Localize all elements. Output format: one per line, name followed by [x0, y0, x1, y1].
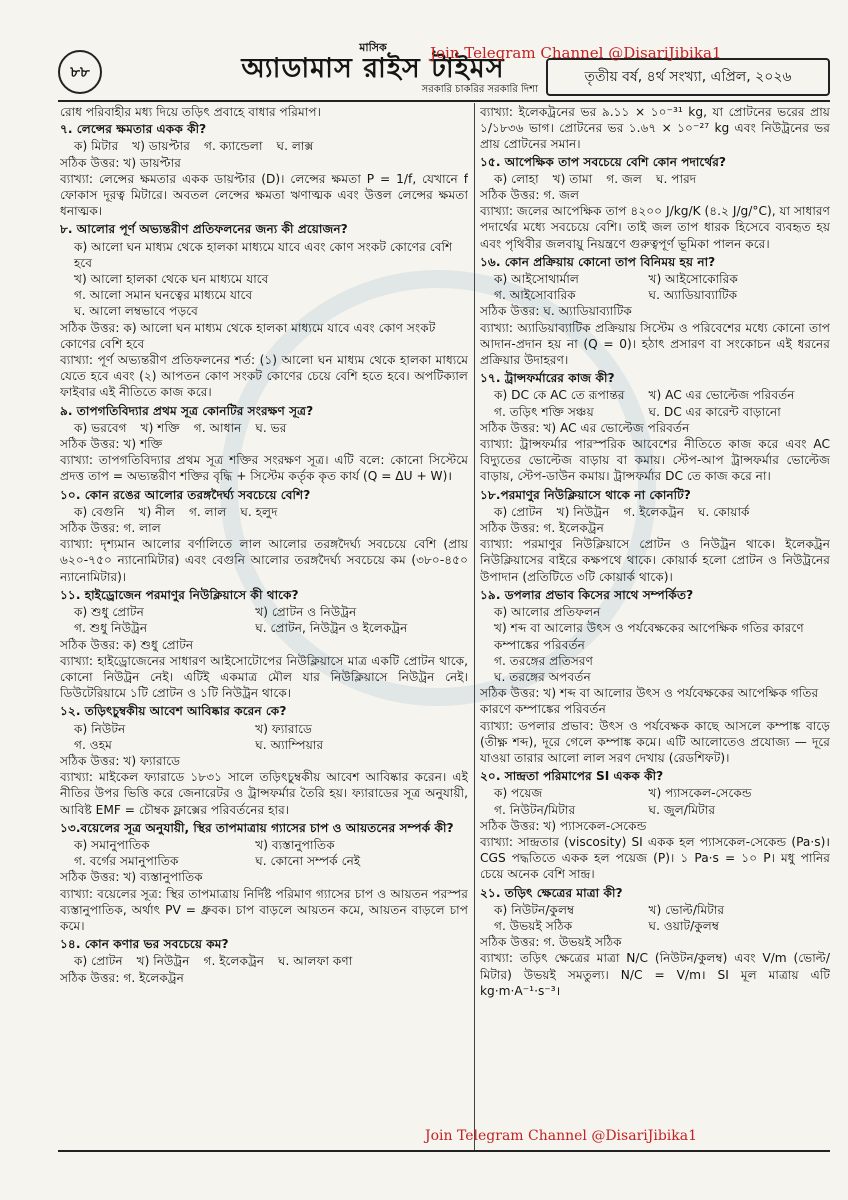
magazine-tagline: সরকারি চাকরির সরকারি দিশা	[421, 84, 538, 95]
answer-text: সঠিক উত্তর: গ. ইলেকট্রন	[480, 521, 604, 536]
option-item: ক) পয়েজ	[494, 786, 543, 801]
option-item: খ) প্রোটন ও নিউট্রন	[255, 605, 357, 620]
question-block	[480, 768, 830, 882]
option-item: খ) AC এর ভোল্টেজ পরিবর্তন	[648, 388, 795, 403]
option-item: ঘ. ভর	[255, 420, 287, 435]
option-item: গ. তড়িৎ শক্তি সঞ্চয়	[494, 404, 594, 419]
option-item: খ) আইসোকোরিক	[648, 272, 738, 287]
right-column	[480, 104, 830, 1148]
question-block	[60, 820, 468, 934]
right-continuation-text: ব্যাখ্যা: ইলেকট্রনের ভর ৯.১১ × ১০⁻³¹ kg, যা প্রোটনের ভরের প্রায় ১/১৮৩৬ ভাগ। প্রোটনের ভর ১.৬৭ × ১০⁻²⁷ kg এবং নিউট্রনের ভর প্রায় প্রোটনের সমান।	[480, 105, 830, 152]
option-item: ঘ. জুল/মিটার	[648, 802, 716, 817]
option-item: ক) DC কে AC তে রূপান্তর	[494, 388, 625, 403]
option-item: ক) শুধু প্রোটন	[74, 605, 144, 620]
question-text: ৭. লেন্সের ক্ষমতার একক কী?	[60, 122, 207, 137]
answer-text: সঠিক উত্তর: খ) প্যাসকেল-সেকেন্ড	[480, 818, 647, 833]
option-item: খ) তামা	[552, 171, 593, 186]
question-text: ২১. তড়িৎ ক্ষেত্রের মাত্রা কী?	[480, 885, 623, 900]
option-item: ঘ. তরঙ্গের অপবর্তন	[494, 669, 591, 684]
question-block	[60, 936, 468, 986]
option-item: গ. উভয়ই সঠিক	[494, 918, 573, 933]
question-block	[60, 403, 468, 485]
option-item: গ. জল	[606, 171, 643, 186]
option-item: খ) ভোল্ট/মিটার	[648, 902, 725, 917]
option-item: ক) সমানুপাতিক	[74, 837, 150, 852]
question-text: ১৭. ট্রান্সফর্মারের কাজ কী?	[480, 371, 615, 386]
header-rule	[58, 100, 830, 102]
option-item: ক) মিটার	[74, 139, 119, 154]
option-item: ঘ. পারদ	[656, 171, 697, 186]
question-text: ১৪. কোন কণার ভর সবচেয়ে কম?	[60, 937, 229, 952]
question-text: ১৩.বয়েলের সূত্র অনুযায়ী, স্থির তাপমাত্রায় গ্যাসের চাপ ও আয়তনের সম্পর্ক কী?	[60, 820, 454, 835]
answer-text: সঠিক উত্তর: খ) ব্যস্তানুপাতিক	[60, 870, 203, 885]
question-text: ১৫. আপেক্ষিক তাপ সবচেয়ে বেশি কোন পদার্থের?	[480, 154, 726, 169]
options-list	[480, 504, 830, 520]
question-text: ১৮.পরমাণুর নিউক্লিয়াসে থাকে না কোনটি?	[480, 487, 691, 502]
answer-text: সঠিক উত্তর: গ. জল	[480, 188, 580, 203]
options-list	[60, 239, 468, 320]
explanation-text: ব্যাখ্যা: দৃশ্যমান আলোর বর্ণালিতে লাল আলোর তরঙ্গদৈর্ঘ্য সবচেয়ে বেশি (প্রায় ৬২০-৭৫০ ন্যানোমিটার) এবং বেগুনি আলোর তরঙ্গদৈর্ঘ্য সবচেয়ে কম (৩৮০-৪৫০ ন্যানোমিটার)।	[60, 537, 468, 584]
option-item: গ. নিউটন/মিটার	[494, 802, 576, 817]
option-item: ঘ. লাক্স	[276, 139, 314, 154]
question-text: ১১. হাইড্রোজেন পরমাণুর নিউক্লিয়াসে কী থাকে?	[60, 587, 299, 602]
option-item: ঘ. অ্যাম্পিয়ার	[255, 737, 324, 752]
option-item: ক) আলো ঘন মাধ্যম থেকে হালকা মাধ্যমে যাবে এবং কোণ সংকট কোণের বেশি হবে	[74, 239, 453, 270]
question-block	[480, 587, 830, 766]
explanation-text: ব্যাখ্যা: বয়েলের সূত্র: স্থির তাপমাত্রায় নির্দিষ্ট পরিমাণ গ্যাসের চাপ ও আয়তন পরস্পর ব্যস্তানুপাতিক, অর্থাৎ PV = ধ্রুবক। চাপ বাড়লে আয়তন কমে, আয়তন বাড়লে চাপ কমে।	[60, 886, 468, 933]
option-item: গ. বর্গের সমানুপাতিক	[74, 854, 179, 869]
explanation-text: ব্যাখ্যা: হাইড্রোজেনের সাধারণ আইসোটোপের নিউক্লিয়াসে মাত্র একটি প্রোটন থাকে, কোনো নিউট্রন নেই। এটিই একমাত্র মৌল যার নিউক্লিয়াসে নিউট্রন নেই। ডিউটেরিয়ামে ১টি প্রোটন ও ১টি নিউট্রন থাকে।	[60, 653, 468, 701]
left-question-list	[60, 121, 468, 986]
answer-text: সঠিক উত্তর: ক) আলো ঘন মাধ্যম থেকে হালকা মাধ্যমে যাবে এবং কোণ সংকট কোণের বেশি হবে	[60, 320, 436, 351]
question-block	[480, 370, 830, 484]
explanation-text: ব্যাখ্যা: জলের আপেক্ষিক তাপ ৪২০০ J/kg/K (৪.২ J/g/°C), যা সাধারণ পদার্থের মধ্যে সবচেয়ে বেশি। তাই জল তাপ ধারক হিসেবে ব্যবহৃত হয় এবং পৃথিবীর জলবায়ু নিয়ন্ত্রণে গুরুত্বপূর্ণ ভূমিকা পালন করে।	[480, 204, 830, 251]
option-item: ক) বেগুনি	[74, 504, 125, 519]
question-block	[60, 703, 468, 817]
explanation-text: ব্যাখ্যা: ডপলার প্রভাব: উৎস ও পর্যবেক্ষক কাছে আসলে কম্পাঙ্ক বাড়ে (তীক্ষ্ণ শব্দ), দূরে গেলে কম্পাঙ্ক কমে। এটি আলোতেও প্রযোজ্য — দূরে যাওয়া তারার আলো লাল সরণ দেখায় (রেডশিফট)।	[480, 718, 830, 765]
option-item: ক) ভরবেগ	[74, 420, 127, 435]
question-text: ১৬. কোন প্রক্রিয়ায় কোনো তাপ বিনিময় হয় না?	[480, 254, 716, 269]
option-item: ঘ. DC এর কারেন্ট বাড়ানো	[648, 404, 781, 419]
option-item: গ. ইলেকট্রন	[623, 504, 684, 519]
question-block	[60, 587, 468, 701]
magazine-title: অ্যাডামাস রাইস টাইমস	[241, 53, 505, 84]
option-item: খ) নিউট্রন	[136, 954, 190, 969]
options-list	[480, 387, 830, 419]
question-block	[60, 487, 468, 585]
question-text: ২০. সান্দ্রতা পরিমাপের SI একক কী?	[480, 769, 664, 784]
options-list	[60, 953, 468, 969]
option-item: ঘ. অ্যাডিয়াব্যাটিক	[648, 288, 738, 303]
left-column	[60, 104, 468, 1148]
option-item: গ. শুধু নিউট্রন	[74, 621, 148, 636]
option-item: ক) নিউটন	[74, 721, 126, 736]
options-list	[60, 721, 468, 753]
answer-text: সঠিক উত্তর: ক) শুধু প্রোটন	[60, 637, 194, 652]
question-block	[60, 221, 468, 400]
telegram-link-top[interactable]: Join Telegram Channel @DisariJibika1	[430, 44, 722, 62]
question-text: ১৯. ডপলার প্রভাব কিসের সাথে সম্পর্কিত?	[480, 587, 694, 602]
options-list	[60, 420, 468, 436]
explanation-text: ব্যাখ্যা: সান্দ্রতার (viscosity) SI একক হল প্যাসকেল-সেকেন্ড (Pa·s)। CGS পদ্ধতিতে একক হল পয়েজ (P)। ১ Pa·s = ১০ P। মধু পানির চেয়ে অনেক বেশি সান্দ্র।	[480, 834, 830, 882]
question-block	[480, 487, 830, 585]
option-item: গ. ওহম	[74, 737, 112, 752]
options-list	[480, 902, 830, 934]
options-list	[480, 604, 830, 685]
explanation-text: ব্যাখ্যা: ট্রান্সফর্মার পারস্পরিক আবেশের নীতিতে কাজ করে এবং AC বিদ্যুতের ভোল্টেজ বাড়ায় বা কমায়। স্টেপ-আপ ট্রান্সফর্মার ভোল্টেজ বাড়ায়, স্টেপ-ডাউন কমায়। ট্রান্সফর্মার DC তে কাজ করে না।	[480, 437, 830, 484]
question-text: ১২. তড়িৎচুম্বকীয় আবেশ আবিষ্কার করেন কে?	[60, 704, 287, 719]
option-item: খ) ডায়প্টার	[132, 139, 190, 154]
option-item: গ. ক্যান্ডেলা	[203, 139, 263, 154]
option-item: ঘ. কোনো সম্পর্ক নেই	[255, 854, 361, 869]
question-block	[60, 121, 468, 219]
option-item: ঘ. হলুদ	[240, 504, 278, 519]
options-list	[60, 604, 468, 636]
option-item: ঘ. আলফা কণা	[278, 954, 353, 969]
answer-text: সঠিক উত্তর: খ) ডায়প্টার	[60, 155, 182, 170]
explanation-text: ব্যাখ্যা: পূর্ণ অভ্যন্তরীণ প্রতিফলনের শর্ত: (১) আলো ঘন মাধ্যম থেকে হালকা মাধ্যমে যেতে হবে এবং (২) আপতন কোণ সংকট কোণের চেয়ে বেশি হতে হবে। অপটিক্যাল ফাইবার এই নীতিতে কাজ করে।	[60, 353, 468, 400]
answer-text: সঠিক উত্তর: ঘ. অ্যাডিয়াব্যাটিক	[480, 304, 632, 319]
question-block	[480, 154, 830, 252]
option-item: ক) নিউটন/কুলম্ব	[494, 902, 575, 917]
question-text: ৯. তাপগতিবিদ্যার প্রথম সূত্র কোনটির সংরক্ষণ সূত্র?	[60, 403, 314, 418]
option-item: গ. আধান	[193, 420, 242, 435]
options-list	[480, 171, 830, 187]
option-item: গ. আলো সমান ঘনত্বের মাধ্যমে যাবে	[74, 288, 253, 303]
options-list	[60, 504, 468, 520]
options-list	[60, 138, 468, 154]
explanation-text: ব্যাখ্যা: অ্যাডিয়াব্যাটিক প্রক্রিয়ায় সিস্টেম ও পরিবেশের মধ্যে কোনো তাপ আদান-প্রদান হয় না (Q = 0)। হঠাৎ প্রসারণ বা সংকোচন এই ধরনের প্রক্রিয়ার উদাহরণ।	[480, 320, 830, 368]
explanation-text: ব্যাখ্যা: তড়িৎ ক্ষেত্রের মাত্রা N/C (নিউটন/কুলম্ব) এবং V/m (ভোল্ট/মিটার) উভয়ই সমতুল্য। N/C = V/m। SI মূল মাত্রায় এটি kg·m·A⁻¹·s⁻³।	[480, 951, 830, 998]
option-item: ক) আলোর প্রতিফলন	[494, 605, 601, 620]
option-item: ঘ. আলো লম্বভাবে পড়বে	[74, 304, 198, 319]
option-item: খ) শক্তি	[140, 420, 180, 435]
options-list	[60, 837, 468, 869]
option-item: ঘ. কোয়ার্ক	[698, 504, 750, 519]
option-item: খ) ব্যস্তানুপাতিক	[255, 837, 335, 852]
answer-text: সঠিক উত্তর: খ) ফ্যারাডে	[60, 753, 181, 768]
column-divider	[474, 103, 475, 1151]
option-item: গ. লাল	[188, 504, 227, 519]
question-text: ৮. আলোর পূর্ণ অভ্যন্তরীণ প্রতিফলনের জন্য কী প্রয়োজন?	[60, 222, 348, 237]
option-item: খ) নিউট্রন	[556, 504, 610, 519]
explanation-text: ব্যাখ্যা: পরমাণুর নিউক্লিয়াসে প্রোটন ও নিউট্রন থাকে। ইলেকট্রন নিউক্লিয়াসের বাইরে কক্ষপথে থাকে। কোয়ার্ক হলো প্রোটন ও নিউট্রনের উপাদান (প্রতিটিতে ৩টি কোয়ার্ক থাকে)।	[480, 537, 830, 584]
option-item: খ) ফ্যারাডে	[255, 721, 312, 736]
answer-text: সঠিক উত্তর: গ. লাল	[60, 521, 161, 536]
option-item: গ. আইসোবারিক	[494, 288, 576, 303]
question-block	[480, 254, 830, 368]
answer-text: সঠিক উত্তর: খ) শব্দ বা আলোর উৎস ও পর্যবেক্ষকের আপেক্ষিক গতির কারণে কম্পাঙ্কের পরিবর্তন	[480, 686, 819, 717]
question-text: ১০. কোন রঙের আলোর তরঙ্গদৈর্ঘ্য সবচেয়ে বেশি?	[60, 487, 311, 502]
option-item: গ. তরঙ্গের প্রতিসরণ	[494, 653, 593, 668]
explanation-text: ব্যাখ্যা: তাপগতিবিদ্যার প্রথম সূত্র শক্তির সংরক্ষণ সূত্র। এটি বলে: কোনো সিস্টেমে প্রদত্ত তাপ = অভ্যন্তরীণ শক্তির বৃদ্ধি + সিস্টেম কর্তৃক কৃত কার্য (Q = ΔU + W)।	[60, 453, 468, 484]
option-item: ক) প্রোটন	[74, 954, 123, 969]
question-block	[480, 885, 830, 999]
right-question-list	[480, 154, 830, 999]
issue-info: তৃতীয় বর্ষ, ৪র্থ সংখ্যা, এপ্রিল, ২০২৬	[546, 58, 830, 96]
options-list	[480, 785, 830, 817]
left-continuation-text: রোধ পরিবাহীর মধ্য দিয়ে তড়িৎ প্রবাহে বাধার পরিমাপ।	[60, 105, 321, 119]
answer-text: সঠিক উত্তর: খ) শক্তি	[60, 437, 163, 452]
page-number: ৮৮	[58, 50, 102, 94]
option-item: খ) আলো হালকা থেকে ঘন মাধ্যমে যাবে	[74, 272, 269, 287]
options-list	[480, 271, 830, 303]
telegram-link-bottom[interactable]: Join Telegram Channel @DisariJibika1	[425, 1128, 698, 1144]
answer-text: সঠিক উত্তর: খ) AC এর ভোল্টেজ পরিবর্তন	[480, 420, 690, 435]
answer-text: সঠিক উত্তর: গ. উভয়ই সঠিক	[480, 935, 622, 950]
option-item: খ) শব্দ বা আলোর উৎস ও পর্যবেক্ষকের আপেক্ষিক গতির কারণে কম্পাঙ্কের পরিবর্তন	[494, 621, 804, 652]
option-item: ক) লোহা	[494, 171, 539, 186]
option-item: ক) আইসোথার্মাল	[494, 272, 580, 287]
option-item: ঘ. ওয়াট/কুলম্ব	[648, 918, 720, 933]
footer-rule	[58, 1150, 830, 1152]
monthly-label: মাসিক	[359, 41, 387, 54]
explanation-text: ব্যাখ্যা: মাইকেল ফ্যারাডে ১৮৩১ সালে তড়িৎচুম্বকীয় আবেশ আবিষ্কার করেন। এই নীতির উপর ভিত্তি করে জেনারেটর ও ট্রান্সফর্মার তৈরি হয়। ফ্যারাডের সূত্র অনুযায়ী, আবিষ্ট EMF = চৌম্বক ফ্লাক্সের পরিবর্তনের হার।	[60, 770, 468, 817]
answer-text: সঠিক উত্তর: গ. ইলেকট্রন	[60, 970, 184, 985]
explanation-text: ব্যাখ্যা: লেন্সের ক্ষমতার একক ডায়প্টার (D)। লেন্সের ক্ষমতা P = 1/f, যেখানে f ফোকাস দূরত্ব মিটারে। অবতল লেন্সের ক্ষমতা ঋণাত্মক এবং উত্তল লেন্সের ক্ষমতা ধনাত্মক।	[60, 171, 468, 219]
option-item: গ. ইলেকট্রন	[203, 954, 264, 969]
option-item: খ) প্যাসকেল-সেকেন্ড	[648, 786, 752, 801]
option-item: ঘ. প্রোটন, নিউট্রন ও ইলেকট্রন	[255, 621, 408, 636]
option-item: ক) প্রোটন	[494, 504, 543, 519]
option-item: খ) নীল	[138, 504, 175, 519]
